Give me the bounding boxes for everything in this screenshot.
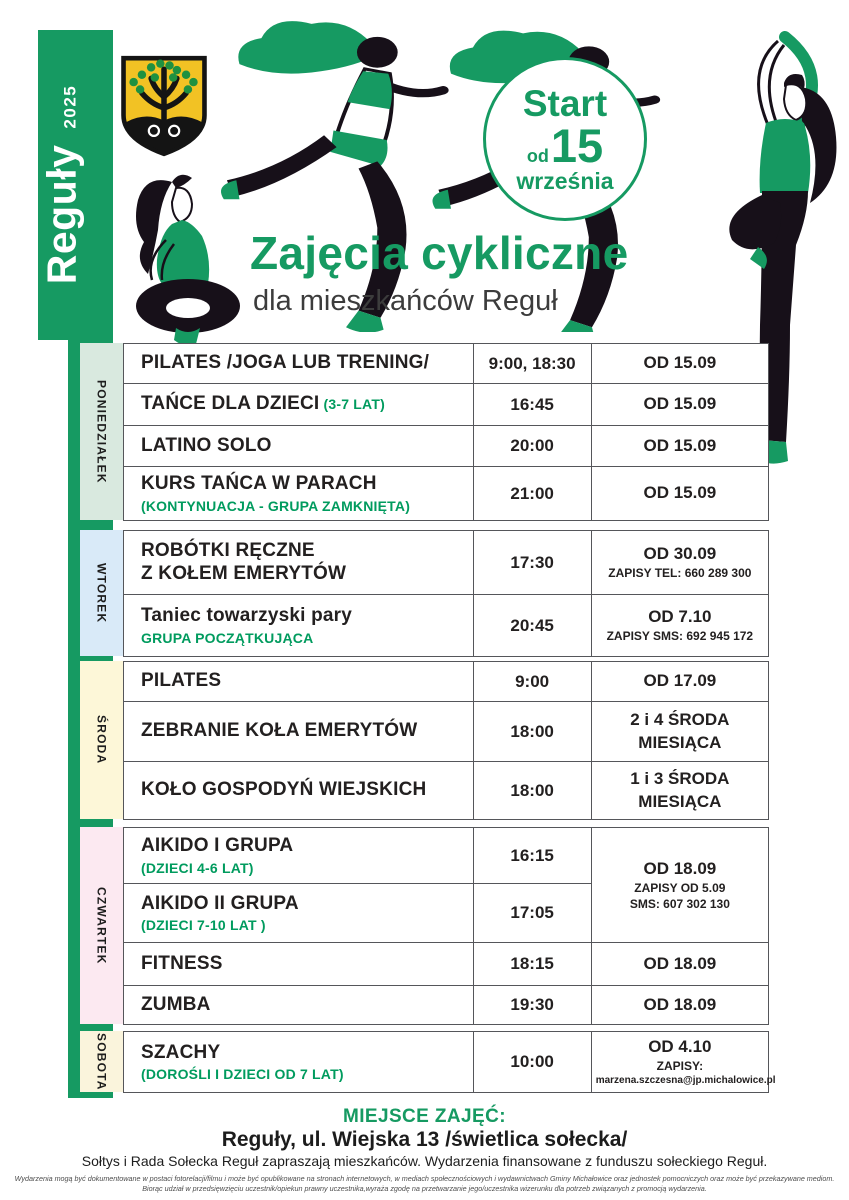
schedule-row — [124, 344, 769, 384]
activity-name: Taniec towarzyski pary — [141, 605, 353, 627]
activity-name: TAŃCE DLA DZIECI (3-7 LAT) — [141, 393, 385, 415]
activity-name: SZACHY — [141, 1041, 221, 1063]
schedule-row — [124, 426, 769, 467]
time-cell: 9:00, 18:30 — [473, 344, 591, 384]
day-label: SOBOTA — [94, 1032, 109, 1091]
activity-note: (DZIECI 4-6 LAT) — [141, 859, 254, 876]
activity-cell — [124, 828, 474, 884]
date-cell — [591, 662, 768, 702]
start-badge-od: od — [526, 145, 549, 166]
date-cell — [591, 1032, 776, 1093]
date-cell — [591, 426, 768, 467]
start-badge — [483, 57, 647, 221]
activity-note: (3-7 LAT) — [319, 396, 385, 413]
left-banner — [38, 30, 113, 340]
date-value: OD 30.09 — [643, 544, 717, 564]
activity-cell — [124, 884, 474, 943]
date-cell — [591, 702, 768, 762]
activity-name: KURS TAŃCA W PARACH — [141, 473, 377, 495]
schedule-row — [124, 662, 769, 702]
date-value: OD 7.10 — [648, 607, 712, 627]
signup-email: marzena.szczesna@jp.michalowice.pl — [595, 1075, 776, 1087]
activity-name: ZUMBA — [141, 993, 211, 1015]
day-label: PONIEDZIAŁEK — [94, 379, 109, 484]
schedule-table-sroda — [123, 661, 769, 820]
start-badge-line1: Start — [522, 82, 608, 124]
activity-cell — [124, 426, 474, 467]
schedule-row — [124, 943, 769, 986]
page-subtitle: dla mieszkańców Reguł — [253, 285, 558, 317]
schedule-row — [124, 467, 769, 521]
activity-name: KOŁO GOSPODYŃ WIEJSKICH — [141, 779, 427, 801]
schedule-row — [124, 531, 769, 595]
activity-note: GRUPA POCZĄTKUJĄCA — [141, 629, 314, 646]
time-cell: 18:00 — [473, 702, 591, 762]
day-label: ŚRODA — [94, 715, 109, 765]
schedule-row — [124, 986, 769, 1025]
start-badge-day: 15 — [550, 118, 604, 172]
signup-info: ZAPISY SMS: 692 945 172 — [606, 629, 754, 644]
date-cell — [591, 986, 768, 1025]
schedule-row — [124, 828, 769, 884]
date-value: OD 18.09 — [643, 858, 717, 878]
activity-cell — [124, 384, 474, 426]
activity-cell — [124, 662, 474, 702]
activity-cell — [124, 762, 474, 820]
banner-year: 2025 — [60, 84, 80, 129]
date-value: OD 15.09 — [643, 435, 717, 455]
date-value: OD 18.09 — [643, 953, 717, 973]
signup-info: ZAPISY: — [656, 1059, 704, 1074]
activity-note: (DOROŚLI I DZIECI OD 7 LAT) — [141, 1066, 344, 1083]
date-value: OD 17.09 — [643, 671, 717, 691]
time-cell: 10:00 — [473, 1032, 591, 1093]
date-value: 1 i 3 ŚRODA MIESIĄCA — [630, 769, 730, 811]
time-cell: 16:45 — [473, 384, 591, 426]
activity-note: (KONTYNUACJA - GRUPA ZAMKNIĘTA) — [141, 497, 411, 514]
time-cell: 19:30 — [473, 986, 591, 1025]
activity-cell — [124, 1032, 474, 1093]
time-cell: 18:00 — [473, 762, 591, 820]
date-value: OD 15.09 — [643, 483, 717, 503]
date-value: OD 15.09 — [643, 353, 717, 373]
signup-info: ZAPISY OD 5.09 — [634, 880, 726, 895]
day-tab-sobota — [80, 1031, 123, 1092]
date-cell — [591, 762, 768, 820]
schedule-table-sobota — [123, 1031, 776, 1093]
coat-of-arms-icon — [118, 52, 210, 160]
activity-name: PILATES — [141, 670, 222, 692]
activity-name: AIKIDO I GRUPA — [141, 835, 294, 857]
time-cell: 16:15 — [473, 828, 591, 884]
schedule-table-poniedzialek — [123, 343, 769, 521]
schedule-table-czwartek — [123, 827, 769, 1025]
activity-name: PILATES /JOGA LUB TRENING/ — [141, 352, 430, 374]
activity-cell — [124, 986, 474, 1025]
day-tab-poniedzialek — [80, 343, 123, 520]
day-label: CZWARTEK — [94, 886, 109, 965]
start-badge-line2 — [526, 118, 604, 172]
activity-name: ZEBRANIE KOŁA EMERYTÓW — [141, 720, 418, 742]
activity-name: FITNESS — [141, 952, 223, 974]
fine-print-line1: Wydarzenia mogą być dokumentowane w postaci fotorelacji/filmu i może być opublikowane na stronach internetowych, w mediach społecznościowych i wydawnictwach Gminy Michałowice oraz jednostek pomocniczych oraz może być przekazywane mediom. — [14, 1174, 835, 1183]
time-cell: 17:30 — [473, 531, 591, 595]
place-value: Reguły, ul. Wiejska 13 /świetlica sołecka/ — [221, 1128, 628, 1151]
schedule-table-wtorek — [123, 530, 769, 657]
time-cell: 20:00 — [473, 426, 591, 467]
activity-name: ROBÓTKI RĘCZNE Z KOŁEM EMERYTÓW — [141, 540, 347, 584]
day-label: WTOREK — [94, 562, 109, 624]
time-cell: 17:05 — [473, 884, 591, 943]
activity-cell — [124, 531, 474, 595]
day-tab-czwartek — [80, 827, 123, 1024]
time-cell: 20:45 — [473, 595, 591, 657]
date-cell — [591, 943, 768, 986]
time-cell: 18:15 — [473, 943, 591, 986]
activity-cell — [124, 943, 474, 986]
activity-cell — [124, 595, 474, 657]
meditating-figure-illustration — [110, 168, 270, 353]
activity-note: (DZIECI 7-10 LAT ) — [141, 917, 266, 934]
schedule-row — [124, 762, 769, 820]
activity-cell — [124, 702, 474, 762]
activity-cell — [124, 344, 474, 384]
date-value: OD 4.10 — [648, 1037, 712, 1057]
date-cell — [591, 531, 768, 595]
activity-name: LATINO SOLO — [141, 434, 272, 456]
invite-line: Sołtys i Rada Sołecka Reguł zapraszają mieszkańców. Wydarzenia finansowane z funduszu sołeckiego Reguł. — [81, 1153, 768, 1169]
time-cell: 21:00 — [473, 467, 591, 521]
schedule-row — [124, 384, 769, 426]
activity-cell — [124, 467, 474, 521]
start-badge-line3: września — [516, 167, 614, 194]
date-cell — [591, 595, 768, 657]
fine-print-line2: Biorąc udział w przedsięwzięciu uczestnik/opiekun prawny uczestnika,wyraża zgodę na przetwarzanie jego/uczestnika wizerunku dla potrzeb związanych z promocją wydarzenia. — [142, 1184, 707, 1193]
signup-info: SMS: 607 302 130 — [629, 897, 730, 912]
day-tab-sroda — [80, 661, 123, 819]
date-value: 2 i 4 ŚRODA MIESIĄCA — [630, 710, 730, 752]
schedule-row — [124, 1032, 769, 1093]
schedule-row — [124, 595, 769, 657]
date-cell — [591, 828, 768, 943]
date-value: OD 18.09 — [643, 994, 717, 1014]
place-label: MIEJSCE ZAJĘĆ: — [343, 1106, 506, 1127]
signup-info: ZAPISY TEL: 660 289 300 — [608, 566, 752, 581]
schedule-row — [124, 702, 769, 762]
activity-name: AIKIDO II GRUPA — [141, 892, 299, 914]
banner-title: Reguły — [38, 144, 85, 285]
day-tab-wtorek — [80, 530, 123, 656]
date-cell — [591, 467, 768, 521]
date-cell — [591, 384, 768, 426]
left-banner-text — [39, 30, 114, 340]
date-cell — [591, 344, 768, 384]
time-cell: 9:00 — [473, 662, 591, 702]
page-title: Zajęcia cykliczne — [250, 227, 629, 279]
date-value: OD 15.09 — [643, 394, 717, 414]
